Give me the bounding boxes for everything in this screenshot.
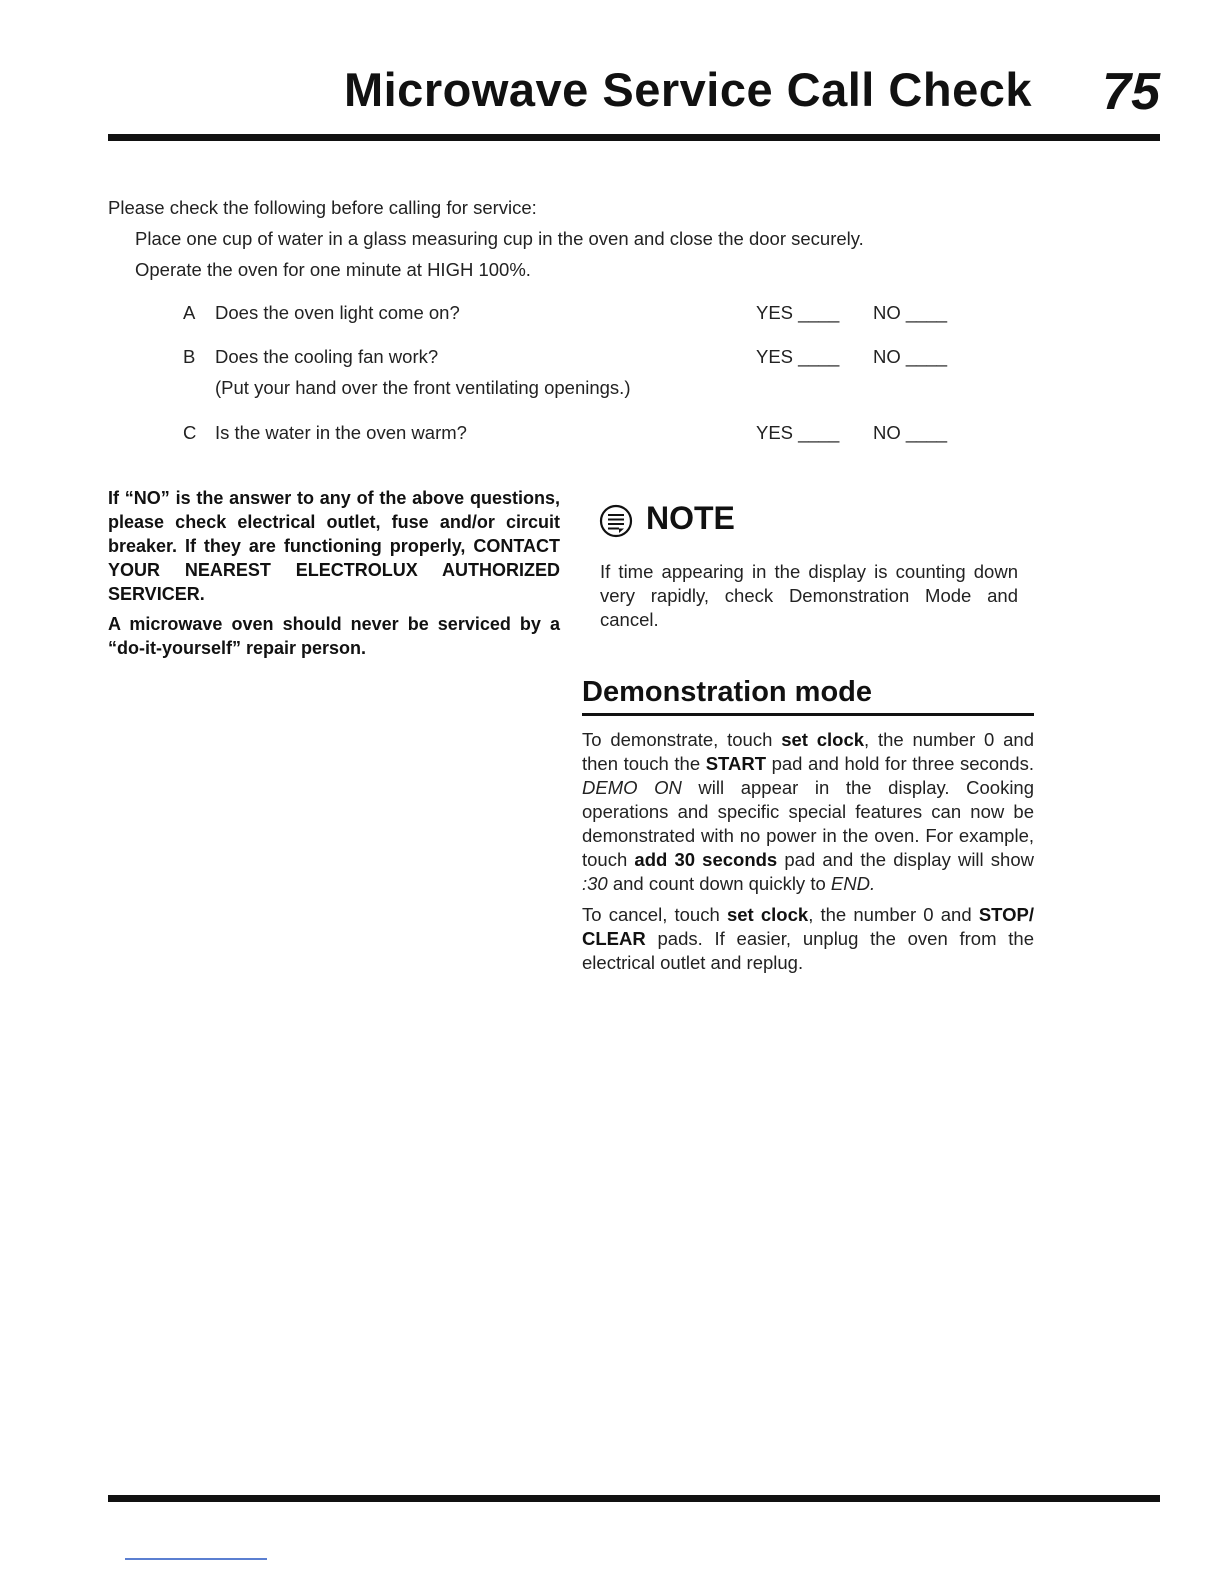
text-run: , the number 0 and — [808, 904, 979, 925]
text-run: To demonstrate, touch — [582, 729, 782, 750]
no-answer-blank[interactable]: NO ____ — [873, 346, 948, 367]
intro-text — [108, 192, 864, 285]
warning-paragraph-2: A microwave oven should never be serviced by a “do-it-yourself” repair person. — [108, 614, 560, 658]
note-text: If time appearing in the display is counting down very rapidly, check Demonstration Mode and cancel. — [600, 561, 1018, 630]
demo-paragraph-1 — [582, 728, 1034, 896]
stop-clear-keyword: STOP/ CLEAR — [582, 904, 1034, 949]
display-30-text: :30 — [582, 873, 608, 894]
text-run: and count down quickly to — [607, 873, 831, 894]
question-text: Does the oven light come on? — [215, 302, 460, 323]
intro-line-3: Operate the oven for one minute at HIGH 100%. — [135, 259, 531, 280]
demo-title: Demonstration mode — [582, 676, 873, 708]
intro-line-1: Please check the following before calling for service: — [108, 197, 537, 218]
text-run: pad and the display will show — [777, 849, 1034, 870]
question-letter: A — [183, 302, 196, 323]
question-subtext: (Put your hand over the front ventilating openings.) — [215, 377, 631, 398]
footer-rule — [108, 1495, 1160, 1502]
note-title: NOTE — [646, 500, 735, 536]
demo-rule — [582, 713, 1034, 716]
page-header — [108, 62, 1160, 122]
demo-on-display-text: DEMO ON — [582, 777, 682, 798]
yes-answer-blank[interactable]: YES ____ — [756, 302, 840, 323]
question-letter: C — [183, 422, 197, 443]
question-letter: B — [183, 346, 196, 367]
yes-answer-blank[interactable]: YES ____ — [756, 346, 840, 367]
question-text: Is the water in the oven warm? — [215, 422, 467, 443]
text-run: will appear in the display. Cooking operations and specific special features can now be demonstrated with no power in the oven. For example, touch — [582, 777, 1035, 870]
footer-link-underline — [125, 1558, 267, 1560]
text-run: pads. If easier, unplug the oven from the electrical outlet and replug. — [582, 928, 1034, 973]
yes-answer-blank[interactable]: YES ____ — [756, 422, 840, 443]
set-clock-keyword: set clock — [726, 904, 809, 925]
add-30-seconds-keyword: add 30 seconds — [634, 849, 778, 870]
no-answer-blank[interactable]: NO ____ — [873, 422, 948, 443]
text-run: pad and hold for three seconds. — [766, 753, 1034, 774]
service-warning — [108, 486, 560, 666]
page-number: 75 — [1102, 63, 1160, 121]
no-answer-blank[interactable]: NO ____ — [873, 302, 948, 323]
intro-line-2: Place one cup of water in a glass measuring cup in the oven and close the door securely. — [135, 228, 864, 249]
page-title: Microwave Service Call Check — [343, 63, 1032, 116]
start-keyword: START — [705, 753, 767, 774]
text-run: , the number 0 and then touch the — [582, 729, 1034, 774]
demo-heading — [582, 672, 1034, 716]
question-text: Does the cooling fan work? — [215, 346, 439, 367]
demo-paragraph-2 — [582, 903, 1034, 975]
text-run: To cancel, touch — [582, 904, 727, 925]
header-rule — [108, 134, 1160, 141]
note-icon — [598, 504, 634, 540]
display-end-text: END. — [830, 873, 876, 894]
warning-paragraph-1: If “NO” is the answer to any of the above questions, please check electrical outlet, fuse and/or circuit breaker. If they are functioning properly, CONTACT YOUR NEAREST ELECTROLUX AUTHORIZED SERVICER. — [108, 488, 560, 604]
set-clock-keyword: set clock — [781, 729, 865, 750]
demo-body — [582, 728, 1034, 982]
